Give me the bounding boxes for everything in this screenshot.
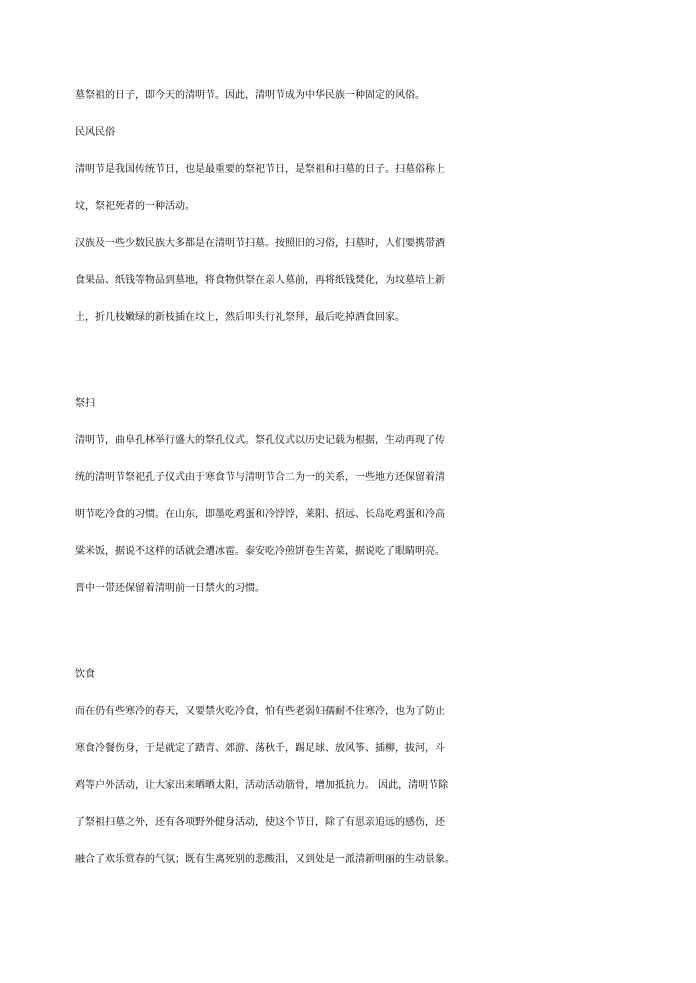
paragraph-line: 而在仍有些寒冷的春天，又要禁火吃冷食，怕有些老弱妇孺耐不住寒冷，也为了防止 bbox=[75, 706, 445, 717]
paragraph-line: 寒食冷餐伤身，于是就定了踏青、郊游、荡秋千，踢足球、放风筝、插柳，拔河，斗 bbox=[75, 743, 445, 754]
paragraph-line: 土，折几枝嫩绿的新枝插在坟上，然后叩头行礼祭拜，最后吃掉酒食回家。 bbox=[75, 312, 405, 323]
paragraph-line: 融合了欢乐赏春的气氛；既有生离死别的悲酸泪，又到处是一派清新明丽的生动景象。 bbox=[75, 854, 455, 865]
paragraph-line: 清明节，曲阜孔林举行盛大的祭孔仪式。祭孔仪式以历史记载为根据，生动再现了传 bbox=[75, 435, 445, 446]
intro-line: 墓祭祖的日子，即今天的清明节。因此，清明节成为中华民族一种固定的风俗。 bbox=[75, 90, 425, 101]
paragraph-line: 清明节是我国传统节日，也是最重要的祭祀节日，是祭祖和扫墓的日子。扫墓俗称上 bbox=[75, 164, 445, 175]
paragraph-line: 明节吃冷食的习惯。在山东，即墨吃鸡蛋和冷饽饽，莱阳、招远、长岛吃鸡蛋和冷高 bbox=[75, 509, 445, 520]
paragraph-line: 汉族及一些少数民族大多都是在清明节扫墓。按照旧的习俗，扫墓时，人们要携带酒 bbox=[75, 238, 445, 249]
section-heading-customs: 民风民俗 bbox=[75, 127, 115, 138]
paragraph-line: 粱米饭，据说不这样的话就会遭冰雹。泰安吃冷煎饼卷生苦菜，据说吃了眼睛明亮。 bbox=[75, 546, 445, 557]
paragraph-line: 统的清明节祭祀孔子仪式由于寒食节与清明节合二为一的关系，一些地方还保留着清 bbox=[75, 472, 445, 483]
paragraph-line: 了祭祖扫墓之外，还有各项野外健身活动，使这个节日，除了有思亲追远的感伤，还 bbox=[75, 817, 445, 828]
section-heading-tomb-sweeping: 祭扫 bbox=[75, 398, 95, 409]
paragraph-line: 鸡等户外活动，让大家出来晒晒太阳，活动活动筋骨，增加抵抗力。 因此，清明节除 bbox=[75, 780, 449, 791]
paragraph-line: 食果品、纸钱等物品到墓地，将食物供祭在亲人墓前，再将纸钱焚化，为坟墓培上新 bbox=[75, 275, 445, 286]
paragraph-line: 晋中一带还保留着清明前一日禁火的习惯。 bbox=[75, 583, 265, 594]
paragraph-line: 坟，祭祀死者的一种活动。 bbox=[75, 201, 195, 212]
section-heading-food: 饮食 bbox=[75, 669, 95, 680]
